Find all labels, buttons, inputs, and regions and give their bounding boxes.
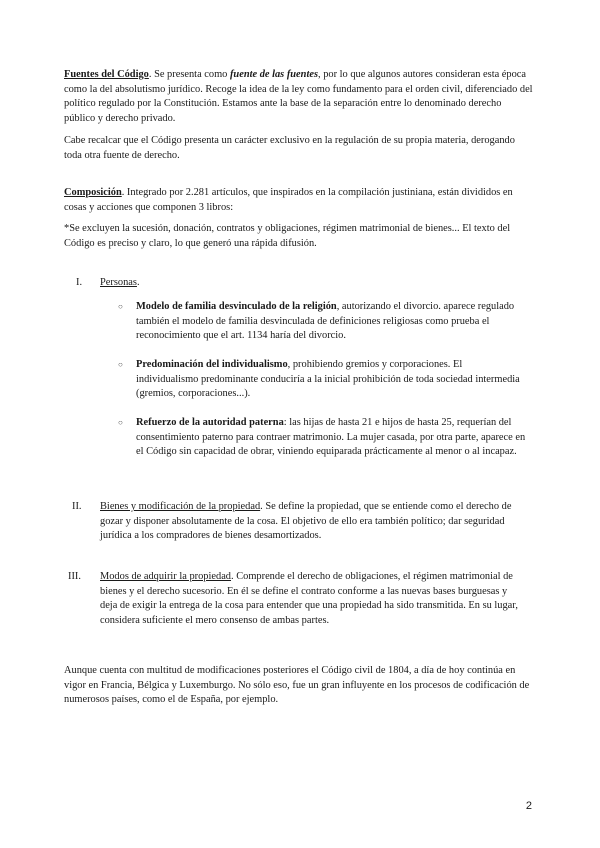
book-3-numeral: III. [68,571,81,582]
fuentes-heading: Fuentes del Código [64,69,149,80]
bullet-1-marker: ○ [118,302,123,311]
book-1-heading [100,276,520,291]
composicion-paragraph [64,186,534,215]
fuentes-text-b: , por lo que algunos autores consideran esta época como la del absolutismo jurídico. Recoge la idea de la ley como fundamento para el orden civil, diferenciado del político regulado por la Constitución. Estamos ante la base de la separación entre lo denominado derecho público y derecho privado. [64,69,533,124]
book-2-text: . Se define la propiedad, que se entiende como el derecho de gozar y disponer absolutamente de la cosa. El objetivo de ello era también político; dar seguridad jurídica a los compradores de bienes desamortizados. [100,501,512,542]
composicion-text: . Integrado por 2.281 artículos, que inspirados en la compilación justiniana, están divididos en cosas y acciones que componen 3 libros: [64,187,513,213]
fuentes-paragraph-2: Cabe recalcar que el Código presenta un carácter exclusivo en la regulación de su propia materia, derogando toda otra fuente de derecho. [64,135,515,161]
bullet-3-text: : las hijas de hasta 21 e hijos de hasta 25, requerían del consentimiento paterno para contraer matrimonio. La mujer casada, por otra parte, aparece en el Código sin capacidad de obrar, viniendo equiparada prácticamente al menor o al incapaz. [136,417,526,458]
book-1-text: . [136,277,140,288]
bullet-2-text: , prohibiendo gremios y corporaciones. El individualismo predominante conduciría a la inicial prohibición de toda sociedad intermedia (gremios, corporaciones...). [136,359,520,400]
book-3-paragraph [100,570,520,628]
book-1-title: Personas [100,277,137,288]
conclusion-paragraph: Aunque cuenta con multitud de modificaciones posteriores el Código civil de 1804, a día de hoy continúa en vigor en Francia, Bélgica y Luxemburgo. No sólo eso, fue un gran influyente en los procesos de codificación de numerosos países, como el de España, por ejemplo. [64,665,530,706]
bullet-3-item [136,416,526,460]
book-3-text: . Comprende el derecho de obligaciones, el régimen matrimonial de bienes y el derecho sucesorio. En él se define el contrato conforme a las nuevas bases burguesas y deja de exigir la entrega de la cosa para entender que una propiedad ha sido transmitida. En su lugar, considera suficiente el mero consenso de ambas partes. [100,571,518,626]
bullet-1-text: , autorizando el divorcio. aparece regulado también el modelo de familia desvinculada de definiciones religiosas como prueba el reconocimiento que el art. 1134 haría del divorcio. [136,301,515,342]
bullet-2-marker: ○ [118,360,123,369]
composicion-note: *Se excluyen la sucesión, donación, contratos y obligaciones, régimen matrimonial de bienes... El texto del Código es preciso y claro, lo que generó una rápida difusión. [64,223,511,249]
book-2-title: Bienes y modificación de la propiedad [100,501,261,512]
fuentes-paragraph [64,68,534,126]
composicion-heading: Composición [64,187,122,198]
book-3-title: Modos de adquirir la propiedad [100,571,232,582]
fuentes-text-a: . Se presenta como [148,69,230,80]
book-2-numeral: II. [72,501,82,512]
bullet-3-bold: Refuerzo de la autoridad paterna [136,417,284,428]
bullet-3-marker: ○ [118,418,123,427]
bullet-2-item [136,358,526,402]
book-2-paragraph [100,500,520,544]
fuentes-emphasis: fuente de las fuentes [229,69,318,80]
bullet-1-bold: Modelo de familia desvinculado de la religión [136,301,337,312]
book-1-numeral: I. [76,277,83,288]
page-number: 2 [525,800,532,812]
bullet-2-bold: Predominación del individualismo [136,359,288,370]
bullet-1-item [136,300,526,344]
